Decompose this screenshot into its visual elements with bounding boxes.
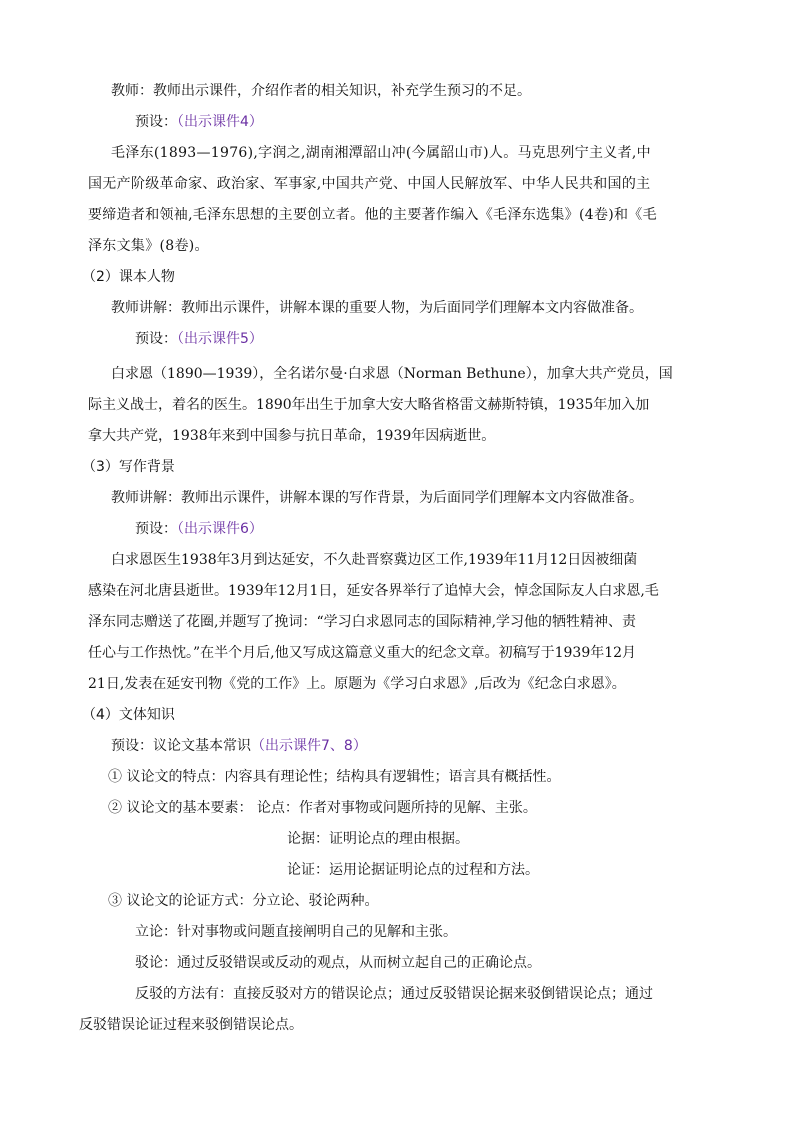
mao-bio-line-2 xyxy=(88,174,794,194)
bolun-text: 驳论：通过反驳错误或反动的观点，从而树立起自己的正确论点。 xyxy=(135,955,541,971)
background-line-2 xyxy=(88,581,794,601)
courseware-tag-5: （出示课件5） xyxy=(177,331,263,347)
bethune-bio-text-1: 白求恩（1890—1939），全名诺尔曼·白求恩（Norman Bethune），加拿大共产党员，国 xyxy=(111,366,673,382)
background-line-5 xyxy=(88,674,794,694)
section-heading-3 xyxy=(82,457,794,477)
section-heading-4 xyxy=(82,705,794,725)
background-text-3: 泽东同志赠送了花圈,并题写了挽词：“学习白求恩同志的国际精神,学习他的牺牲精神、责 xyxy=(88,614,637,630)
mao-bio-text-2: 国无产阶级革命家、政治家、军事家,中国共产党、中国人民解放军、中华人民共和国的主 xyxy=(88,176,651,192)
background-line-1 xyxy=(111,550,794,570)
courseware-tag-7-8: （出示课件7、8） xyxy=(251,738,367,754)
rebuttal-method-text-1: 反驳的方法有：直接反驳对方的错误论点；通过反驳错误论据来驳倒错误论点；通过 xyxy=(135,986,653,1002)
mao-bio-line-4 xyxy=(88,236,794,256)
teacher-text: 教师讲解：教师出示课件，讲解本课的写作背景，为后面同学们理解本文内容做准备。 xyxy=(111,490,643,506)
mao-bio-text-4: 泽东文集》(8卷)。 xyxy=(88,238,209,254)
list-item-2-evidence xyxy=(287,829,794,849)
bethune-bio-text-2: 际主义战士，着名的医生。1890年出生于加拿大安大略省格雷文赫斯特镇，1935年加入加 xyxy=(88,397,650,413)
background-line-4 xyxy=(88,643,794,663)
intro-line xyxy=(111,81,794,101)
heading-text: （4）文体知识 xyxy=(82,707,175,723)
mao-bio-line-1 xyxy=(111,143,794,163)
lilun-line xyxy=(135,922,794,942)
bethune-bio-line-3 xyxy=(88,426,794,446)
bethune-bio-text-3: 拿大共产党，1938年来到中国参与抗日革命，1939年因病逝世。 xyxy=(88,428,496,444)
teacher-line-3 xyxy=(111,488,794,508)
heading-text: （2）课本人物 xyxy=(82,269,175,285)
list-item-text: 论据：证明论点的理由根据。 xyxy=(287,831,469,847)
background-line-3 xyxy=(88,612,794,632)
background-text-2: 感染在河北唐县逝世。1939年12月1日，延安各界举行了追悼大会，悼念国际友人白求恩,毛 xyxy=(88,583,659,599)
intro-text: 教师：教师出示课件，介绍作者的相关知识，补充学生预习的不足。 xyxy=(111,83,531,99)
mao-bio-line-3 xyxy=(88,205,794,225)
list-item-1 xyxy=(108,767,794,787)
lilun-text: 立论：针对事物或问题直接阐明自己的见解和主张。 xyxy=(135,924,457,940)
bolun-line xyxy=(135,953,794,973)
courseware-tag-6: （出示课件6） xyxy=(177,521,263,537)
courseware-tag-4: （出示课件4） xyxy=(177,114,263,130)
teacher-text: 教师讲解：教师出示课件，讲解本课的重要人物，为后面同学们理解本文内容做准备。 xyxy=(111,300,643,316)
list-item-text: 论证：运用论据证明论点的过程和方法。 xyxy=(287,862,539,878)
mao-bio-text-3: 要缔造者和领袖,毛泽东思想的主要创立者。他的主要著作编入《毛泽东选集》(4卷)和《毛 xyxy=(88,207,657,223)
preset-label: 预设： xyxy=(135,521,177,537)
preset-label: 预设：议论文基本常识 xyxy=(111,738,251,754)
section-heading-2 xyxy=(82,267,794,287)
bethune-bio-line-1 xyxy=(111,364,794,384)
preset-line-6 xyxy=(135,519,794,539)
list-item-text: ③ 议论文的论证方式：分立论、驳论两种。 xyxy=(108,893,379,909)
mao-bio-text-1: 毛泽东(1893—1976),字润之,湖南湘潭韶山冲(今属韶山市)人。马克思列宁主义者,中 xyxy=(111,145,651,161)
list-item-2-argumentation xyxy=(287,860,794,880)
bethune-bio-line-2 xyxy=(88,395,794,415)
rebuttal-method-text-2: 反驳错误论证过程来驳倒错误论点。 xyxy=(79,1017,303,1033)
list-item-text: ② 议论文的基本要素： 论点：作者对事物或问题所持的见解、主张。 xyxy=(108,800,537,816)
rebuttal-method-line-2 xyxy=(79,1015,794,1035)
background-text-4: 任心与工作热忱。”在半个月后,他又写成这篇意义重大的纪念文章。初稿写于1939年12月 xyxy=(88,645,637,661)
teacher-line-2 xyxy=(111,298,794,318)
preset-line-5 xyxy=(135,329,794,349)
preset-line-4 xyxy=(135,112,794,132)
list-item-3 xyxy=(108,891,794,911)
preset-label: 预设： xyxy=(135,331,177,347)
preset-line-7-8 xyxy=(111,736,794,756)
background-text-5: 21日,发表在延安刊物《党的工作》上。原题为《学习白求恩》,后改为《纪念白求恩》。 xyxy=(88,676,626,692)
heading-text: （3）写作背景 xyxy=(82,459,175,475)
list-item-text: ① 议论文的特点：内容具有理论性；结构具有逻辑性；语言具有概括性。 xyxy=(108,769,561,785)
background-text-1: 白求恩医生1938年3月到达延安，不久赴晋察冀边区工作,1939年11月12日因被细菌 xyxy=(111,552,638,568)
rebuttal-method-line-1 xyxy=(135,984,794,1004)
preset-label: 预设： xyxy=(135,114,177,130)
list-item-2 xyxy=(108,798,794,818)
